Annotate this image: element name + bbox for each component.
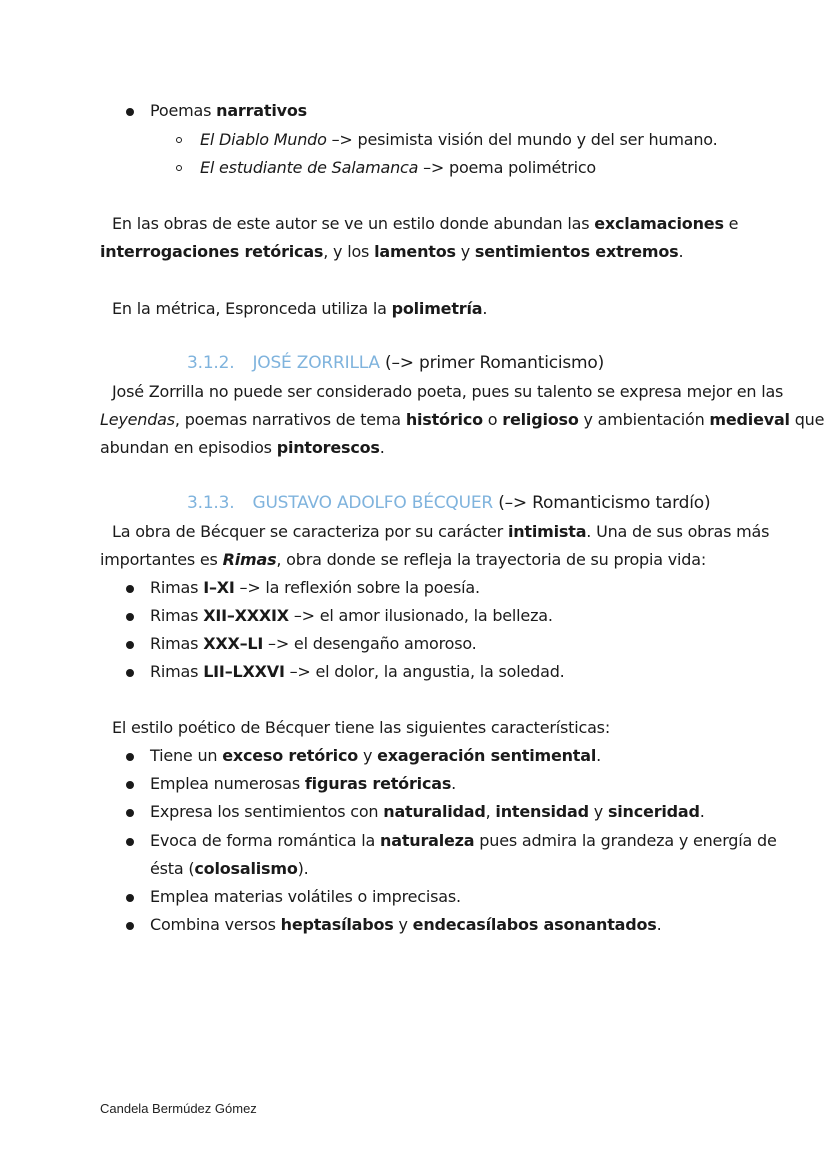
list-item-caracteristica-continuation: ésta (colosalismo). [150,859,309,878]
section-heading-becquer: 3.1.3. GUSTAVO ADOLFO BÉCQUER (–> Romanticismo tardío) [187,493,711,513]
paragraph-metrica: En la métrica, Espronceda utiliza la polimetría. [112,299,488,318]
paragraph-estilo-becquer-intro: El estilo poético de Bécquer tiene las siguientes características: [112,718,611,737]
list-item-caracteristica: Evoca de forma romántica la naturaleza pues admira la grandeza y energía de [150,831,777,850]
bullet [126,838,134,846]
paragraph-estilo-line-2: interrogaciones retóricas, y los lamentos y sentimientos extremos. [100,242,684,261]
bullet [126,108,134,116]
paragraph-zorrilla-line-2: Leyendas, poemas narrativos de tema histórico o religioso y ambientación medieval que [100,410,825,429]
sub-item-estudiante-salamanca: El estudiante de Salamanca –> poema polimétrico [200,158,597,177]
paragraph-zorrilla-line-1: José Zorrilla no puede ser considerado poeta, pues su talento se expresa mejor en las [112,382,784,401]
bullet [126,613,134,621]
bullet [126,753,134,761]
list-item-rimas: Rimas XXX–LI –> el desengaño amoroso. [150,634,477,653]
list-item-rimas: Rimas XII–XXXIX –> el amor ilusionado, la belleza. [150,606,553,625]
paragraph-becquer-line-2: importantes es Rimas, obra donde se refleja la trayectoria de su propia vida: [100,550,707,569]
paragraph-estilo-line-1: En las obras de este autor se ve un estilo donde abundan las exclamaciones e [112,214,739,233]
list-item-caracteristica: Emplea materias volátiles o imprecisas. [150,887,461,906]
section-heading-zorrilla: 3.1.2. JOSÉ ZORRILLA (–> primer Romanticismo) [187,353,605,373]
list-item-poemas-narrativos: Poemas narrativos [150,101,307,120]
list-item-caracteristica: Tiene un exceso retórico y exageración sentimental. [150,746,602,765]
section-number: 3.1.3. [187,493,235,513]
list-item-rimas: Rimas LII–LXXVI –> el dolor, la angustia, la soledad. [150,662,565,681]
footer-author: Candela Bermúdez Gómez [100,1101,257,1116]
bullet [126,781,134,789]
list-item-caracteristica: Combina versos heptasílabos y endecasílabos asonantados. [150,915,662,934]
bullet [126,809,134,817]
section-title: JOSÉ ZORRILLA [252,353,380,373]
bullet [126,669,134,677]
list-item-caracteristica: Emplea numerosas figuras retóricas. [150,774,457,793]
sub-bullet [176,137,182,143]
sub-bullet [176,165,182,171]
list-item-caracteristica: Expresa los sentimientos con naturalidad, intensidad y sinceridad. [150,802,705,821]
paragraph-zorrilla-line-3: abundan en episodios pintorescos. [100,438,385,457]
paragraph-becquer-line-1: La obra de Bécquer se caracteriza por su carácter intimista. Una de sus obras más [112,522,770,541]
bullet [126,922,134,930]
section-title: GUSTAVO ADOLFO BÉCQUER [252,493,493,513]
list-item-rimas: Rimas I–XI –> la reflexión sobre la poesía. [150,578,480,597]
sub-item-diablo-mundo: El Diablo Mundo –> pesimista visión del mundo y del ser humano. [200,130,718,149]
bullet [126,641,134,649]
bullet [126,585,134,593]
section-number: 3.1.2. [187,353,235,373]
bullet [126,894,134,902]
